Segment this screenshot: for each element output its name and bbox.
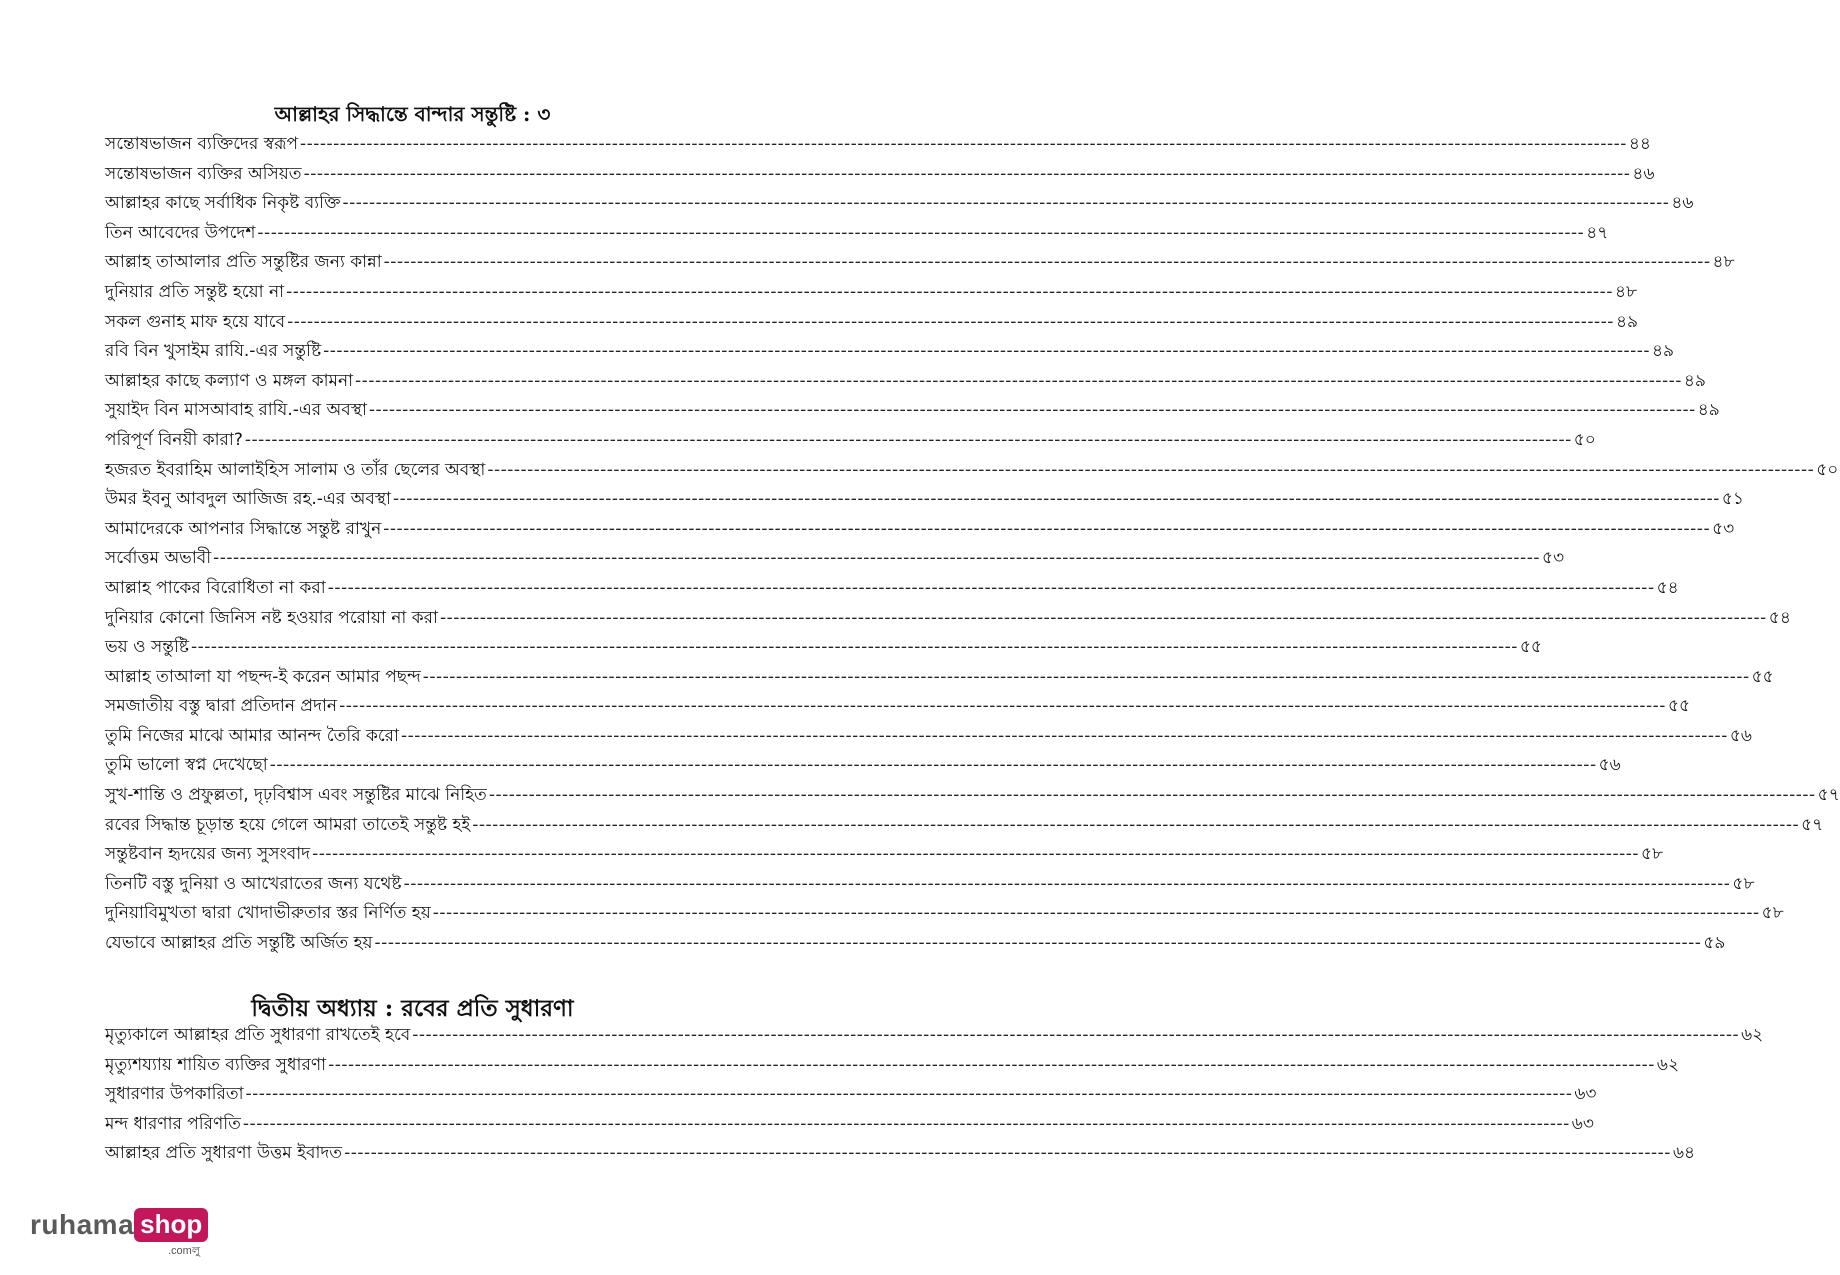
- toc-leader-dashes: --------------------------------------------------------------------------------------------------------------------------------------------------------------------------------------------------------: [242, 1113, 1570, 1134]
- toc-leader-dashes: --------------------------------------------------------------------------------------------------------------------------------------------------------------------------------------------------------: [213, 548, 1540, 569]
- toc-entry: [105, 220, 1609, 250]
- toc-entry-title: হজরত ইবরাহিম আলাইহিস সালাম ও তাঁর ছেলের অবস্থা: [105, 459, 486, 480]
- toc-entry-page-number: ৫১: [1721, 489, 1744, 510]
- toc-entry-page-number: ৫৭: [1817, 785, 1840, 806]
- toc-entry-title: সুধারণার উপকারিতা: [105, 1084, 244, 1105]
- toc-entry: [105, 575, 1679, 605]
- toc-leader-dashes: --------------------------------------------------------------------------------------------------------------------------------------------------------------------------------------------------------: [312, 844, 1639, 865]
- toc-entry-title: আল্লাহর কাছে কল্যাণ ও মঙ্গল কামনা: [105, 370, 354, 391]
- toc-entry: [105, 900, 1784, 930]
- toc-leader-dashes: --------------------------------------------------------------------------------------------------------------------------------------------------------------------------------------------------------: [403, 873, 1731, 894]
- toc-entry: [105, 782, 1840, 812]
- toc-entry: [105, 279, 1638, 309]
- toc-entry-page-number: ৪৮: [1614, 281, 1638, 302]
- toc-entry: [105, 605, 1791, 635]
- toc-entry-title: সর্বোত্তম অভাবী: [105, 548, 212, 569]
- toc-entry-title: মৃত্যুকালে আল্লাহর প্রতি সুধারণা রাখতেই হবে: [105, 1025, 411, 1045]
- toc-entry-page-number: ৫৬: [1729, 725, 1752, 746]
- toc-entry-title: সুয়াইদ বিন মাসআবাহ রাযি.-এর অবস্থা: [105, 400, 367, 421]
- toc-entry: [105, 664, 1774, 694]
- toc-entry: [105, 457, 1839, 487]
- toc-entry: [105, 693, 1690, 723]
- toc-leader-dashes: --------------------------------------------------------------------------------------------------------------------------------------------------------------------------------------------------------: [355, 370, 1682, 391]
- toc-leader-dashes: --------------------------------------------------------------------------------------------------------------------------------------------------------------------------------------------------------: [327, 577, 1655, 598]
- toc-entry-page-number: ৫৮: [1761, 903, 1784, 924]
- toc-leader-dashes: --------------------------------------------------------------------------------------------------------------------------------------------------------------------------------------------------------: [344, 1143, 1671, 1164]
- toc-entry-page-number: ৫৯: [1703, 933, 1726, 954]
- toc-entry-page-number: ৬৩: [1574, 1084, 1597, 1105]
- toc-entry-title: আল্লাহ তাআলার প্রতি সন্তুষ্টির জন্য কান্না: [105, 252, 382, 273]
- toc-entry-title: রবের সিদ্ধান্ত চূড়ান্ত হয়ে গেলে আমরা তাতেই সন্তুষ্ট হই: [105, 814, 471, 835]
- toc-leader-dashes: --------------------------------------------------------------------------------------------------------------------------------------------------------------------------------------------------------: [392, 489, 1720, 510]
- toc-entry-page-number: ৫৫: [1751, 666, 1774, 687]
- toc-entry-page-number: ৪৭: [1586, 222, 1609, 243]
- toc-entry-page-number: ৫৩: [1541, 548, 1565, 569]
- toc-entry-title: সুখ-শান্তি ও প্রফুল্লতা, দৃঢ়বিশ্বাস এবং সন্তুষ্টির মাঝে নিহিত: [105, 785, 487, 806]
- toc-entry: [105, 368, 1706, 398]
- toc-entry-page-number: ৪৮: [1712, 252, 1735, 273]
- toc-entry-page-number: ৫৬: [1598, 755, 1621, 776]
- toc-entry: [105, 1140, 1696, 1170]
- toc-leader-dashes: --------------------------------------------------------------------------------------------------------------------------------------------------------------------------------------------------------: [339, 696, 1666, 717]
- toc-leader-dashes: --------------------------------------------------------------------------------------------------------------------------------------------------------------------------------------------------------: [342, 193, 1670, 214]
- toc-entry-page-number: ৪৪: [1628, 134, 1651, 154]
- toc-leader-dashes: --------------------------------------------------------------------------------------------------------------------------------------------------------------------------------------------------------: [472, 814, 1800, 835]
- toc-entry: [105, 871, 1755, 901]
- toc-entry-page-number: ৫৫: [1519, 637, 1542, 658]
- toc-entry: [105, 190, 1694, 220]
- toc-leader-dashes: --------------------------------------------------------------------------------------------------------------------------------------------------------------------------------------------------------: [439, 607, 1767, 628]
- toc-entry-title: দুনিয়ার কোনো জিনিস নষ্ট হওয়ার পরোয়া না করা: [105, 607, 438, 628]
- toc-entry: [105, 1111, 1594, 1141]
- toc-entry-page-number: ৫৫: [1667, 696, 1690, 717]
- toc-entry-title: দুনিয়াবিমুখতা দ্বারা খোদাভীরুতার স্তর নির্ণিত হয়: [105, 903, 431, 924]
- toc-entry: [105, 812, 1824, 842]
- toc-entry-page-number: ৫৮: [1640, 844, 1664, 865]
- toc-entry: [105, 516, 1735, 546]
- toc-entry-title: তুমি ভালো স্বপ্ন দেখেছো: [105, 755, 268, 776]
- toc-entry-page-number: ৪৯: [1615, 311, 1638, 332]
- toc-leader-dashes: --------------------------------------------------------------------------------------------------------------------------------------------------------------------------------------------------------: [191, 637, 1518, 658]
- toc-entry-page-number: ৫৮: [1732, 873, 1755, 894]
- toc-entry-title: সন্তোষভাজন ব্যক্তিদের স্বরূপ: [105, 134, 298, 154]
- toc-leader-dashes: --------------------------------------------------------------------------------------------------------------------------------------------------------------------------------------------------------: [383, 518, 1711, 539]
- toc-leader-dashes: --------------------------------------------------------------------------------------------------------------------------------------------------------------------------------------------------------: [432, 903, 1760, 924]
- toc-leader-dashes: --------------------------------------------------------------------------------------------------------------------------------------------------------------------------------------------------------: [368, 400, 1696, 421]
- toc-leader-dashes: --------------------------------------------------------------------------------------------------------------------------------------------------------------------------------------------------------: [287, 311, 1614, 332]
- toc-entry-title: উমর ইবনু আবদুল আজিজ রহ.-এর অবস্থা: [105, 489, 391, 510]
- toc-entry-title: আল্লাহ পাকের বিরোধিতা না করা: [105, 577, 326, 598]
- toc-leader-dashes: --------------------------------------------------------------------------------------------------------------------------------------------------------------------------------------------------------: [257, 222, 1585, 243]
- toc-leader-dashes: --------------------------------------------------------------------------------------------------------------------------------------------------------------------------------------------------------: [303, 163, 1631, 184]
- toc-entry-title: তিনটি বস্তু দুনিয়া ও আখেরাতের জন্য যথেষ্ট: [105, 873, 402, 894]
- toc-leader-dashes: --------------------------------------------------------------------------------------------------------------------------------------------------------------------------------------------------------: [488, 785, 1816, 806]
- toc-entry: [105, 161, 1655, 191]
- toc-entry-page-number: ৪৯: [1683, 370, 1706, 391]
- toc-entry: [105, 752, 1621, 782]
- toc-entry: [105, 131, 1651, 161]
- toc-leader-dashes: --------------------------------------------------------------------------------------------------------------------------------------------------------------------------------------------------------: [328, 1054, 1655, 1075]
- toc-entry-title: আল্লাহর প্রতি সুধারণা উত্তম ইবাদত: [105, 1143, 343, 1164]
- toc-entry: [105, 486, 1744, 516]
- toc-entry: [105, 397, 1720, 427]
- toc-entry: [105, 1022, 1764, 1052]
- toc-entry-title: তুমি নিজের মাঝে আমার আনন্দ তৈরি করো: [105, 725, 399, 746]
- toc-leader-dashes: --------------------------------------------------------------------------------------------------------------------------------------------------------------------------------------------------------: [244, 429, 1572, 450]
- toc-leader-dashes: --------------------------------------------------------------------------------------------------------------------------------------------------------------------------------------------------------: [245, 1084, 1573, 1105]
- toc-entry-title: পরিপূর্ণ বিনয়ী কারা?: [105, 429, 243, 450]
- toc-entry: [105, 930, 1726, 960]
- toc-entry-title: আমাদেরকে আপনার সিদ্ধান্তে সন্তুষ্ট রাখুন: [105, 518, 382, 539]
- toc-entry-page-number: ৬৪: [1672, 1143, 1696, 1164]
- toc-entry-title: রবি বিন খুসাইম রাযি.-এর সন্তুষ্টি: [105, 341, 322, 362]
- toc-leader-dashes: --------------------------------------------------------------------------------------------------------------------------------------------------------------------------------------------------------: [412, 1025, 1740, 1045]
- toc-leader-dashes: --------------------------------------------------------------------------------------------------------------------------------------------------------------------------------------------------------: [422, 666, 1750, 687]
- toc-entry: [105, 841, 1664, 871]
- toc-entry: [105, 249, 1735, 279]
- page-header-title: আল্লাহর সিদ্ধান্তে বান্দার সন্তুষ্টি : ৩: [274, 102, 551, 126]
- toc-entry-title: তিন আবেদের উপদেশ: [105, 222, 256, 243]
- toc-entry-page-number: ৫৪: [1768, 607, 1791, 628]
- toc-entry-page-number: ৪৬: [1632, 163, 1655, 184]
- toc-entry: [105, 427, 1596, 457]
- toc-entry-title: সকল গুনাহ মাফ হয়ে যাবে: [105, 311, 286, 332]
- ruhama-shop-logo: [30, 1208, 208, 1257]
- toc-entry-page-number: ৬৩: [1571, 1113, 1594, 1134]
- toc-entry-title: আল্লাহ তাআলা যা পছন্দ-ই করেন আমার পছন্দ: [105, 666, 421, 687]
- toc-entry-page-number: ৬২: [1656, 1054, 1680, 1075]
- toc-leader-dashes: --------------------------------------------------------------------------------------------------------------------------------------------------------------------------------------------------------: [383, 252, 1711, 273]
- logo-brand-text: ruhama: [30, 1209, 135, 1240]
- toc-leader-dashes: --------------------------------------------------------------------------------------------------------------------------------------------------------------------------------------------------------: [286, 281, 1613, 302]
- logo-domain-text: .comলু: [168, 1245, 201, 1257]
- toc-entry-page-number: ৪৯: [1652, 341, 1675, 362]
- toc-entry-title: দুনিয়ার প্রতি সন্তুষ্ট হয়ো না: [105, 281, 285, 302]
- toc-entry-page-number: ৫৭: [1801, 814, 1824, 835]
- toc-list-section-one: [105, 131, 1840, 960]
- toc-entry-page-number: ৫০: [1816, 459, 1839, 480]
- toc-entry: [105, 1052, 1680, 1082]
- toc-entry: [105, 1081, 1597, 1111]
- toc-entry: [105, 338, 1675, 368]
- toc-entry-title: যেভাবে আল্লাহর প্রতি সন্তুষ্টি অর্জিত হয়: [105, 933, 373, 954]
- section-heading-chapter-two: দ্বিতীয় অধ্যায় : রবের প্রতি সুধারণা: [251, 995, 574, 1022]
- toc-entry: [105, 634, 1542, 664]
- toc-entry-title: সন্তুষ্টবান হৃদয়ের জন্য সুসংবাদ: [105, 844, 311, 865]
- toc-entry-page-number: ৪৬: [1671, 193, 1694, 214]
- toc-leader-dashes: --------------------------------------------------------------------------------------------------------------------------------------------------------------------------------------------------------: [374, 933, 1702, 954]
- toc-entry-title: সন্তোষভাজন ব্যক্তির অসিয়ত: [105, 163, 302, 184]
- toc-leader-dashes: --------------------------------------------------------------------------------------------------------------------------------------------------------------------------------------------------------: [487, 459, 1815, 480]
- toc-leader-dashes: --------------------------------------------------------------------------------------------------------------------------------------------------------------------------------------------------------: [300, 134, 1627, 154]
- logo-shop-badge: shop: [134, 1208, 208, 1242]
- toc-entry-page-number: ৫০: [1573, 429, 1596, 450]
- toc-entry-page-number: ৫৩: [1712, 518, 1735, 539]
- toc-leader-dashes: --------------------------------------------------------------------------------------------------------------------------------------------------------------------------------------------------------: [400, 725, 1728, 746]
- toc-entry-title: সমজাতীয় বস্তু দ্বারা প্রতিদান প্রদান: [105, 696, 338, 717]
- toc-entry-title: মৃত্যুশয্যায় শায়িত ব্যক্তির সুধারণা: [105, 1054, 327, 1075]
- toc-entry: [105, 309, 1638, 339]
- toc-leader-dashes: --------------------------------------------------------------------------------------------------------------------------------------------------------------------------------------------------------: [323, 341, 1650, 362]
- toc-entry-title: আল্লাহর কাছে সর্বাধিক নিকৃষ্ট ব্যক্তি: [105, 193, 341, 214]
- toc-entry-title: ভয় ও সন্তুষ্টি: [105, 637, 190, 658]
- toc-entry: [105, 723, 1752, 753]
- toc-leader-dashes: --------------------------------------------------------------------------------------------------------------------------------------------------------------------------------------------------------: [269, 755, 1597, 776]
- toc-entry-page-number: ৪৯: [1697, 400, 1720, 421]
- toc-entry: [105, 545, 1565, 575]
- toc-list-section-two: [105, 1022, 1764, 1170]
- toc-entry-title: মন্দ ধারণার পরিণতি: [105, 1113, 241, 1134]
- toc-entry-page-number: ৫৪: [1656, 577, 1679, 598]
- toc-entry-page-number: ৬২: [1741, 1025, 1764, 1045]
